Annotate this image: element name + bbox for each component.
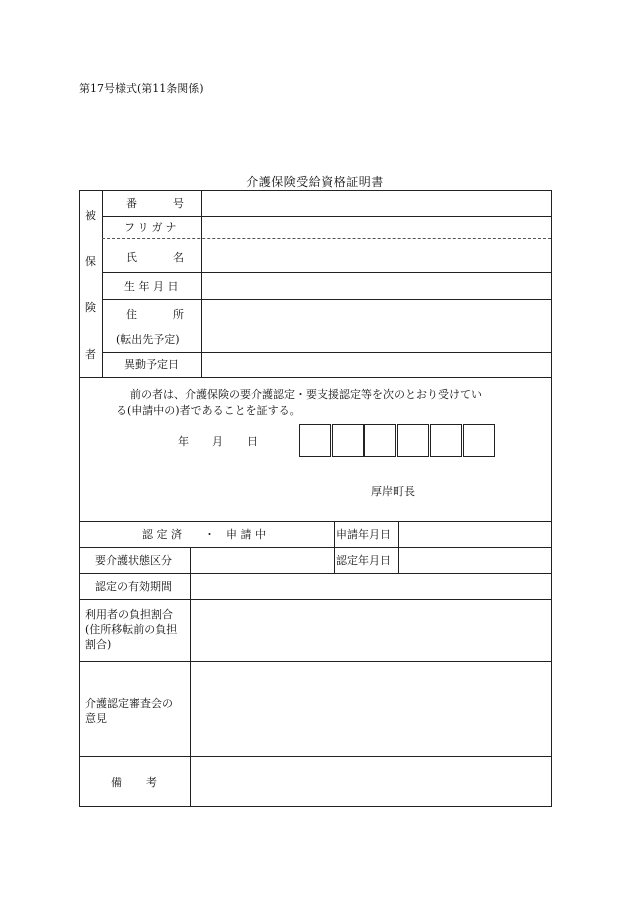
insured-side-char-4: 者 (85, 348, 96, 361)
address-label: 住 所 (126, 308, 184, 321)
burden-ratio-field[interactable] (191, 600, 550, 661)
date-digit-box[interactable] (463, 424, 495, 457)
name-field[interactable] (202, 239, 550, 272)
care-level-field[interactable] (191, 548, 333, 573)
date-digit-box[interactable] (364, 424, 396, 457)
number-label: 番 号 (126, 197, 184, 210)
date-day-label: 日 (247, 435, 258, 448)
validity-period-field[interactable] (191, 574, 550, 599)
certification-date-label: 認定年月日 (336, 554, 391, 567)
address-field[interactable] (202, 300, 550, 352)
review-board-opinion-label: 介護認定審査会の 意見 (85, 697, 173, 725)
furigana-label: フリガナ (124, 221, 180, 234)
transfer-date-field[interactable] (202, 353, 550, 377)
remarks-label: 備 考 (111, 776, 157, 789)
certification-date-field[interactable] (399, 548, 550, 573)
form-number-label: 第17号様式(第11条関係) (79, 82, 204, 95)
burden-ratio-label: 利用者の負担割合 (住所移転前の負担 割合) (85, 608, 178, 651)
name-label: 氏 名 (126, 251, 184, 264)
birth-date-label: 生 年 月 日 (124, 280, 179, 293)
mayor-signature-label: 厚岸町長 (371, 485, 415, 498)
document-title: 介護保険受給資格証明書 (246, 175, 384, 189)
validity-period-label: 認定の有効期間 (95, 580, 172, 593)
status-separator-dot: ・ (204, 528, 215, 541)
date-digit-box[interactable] (397, 424, 429, 457)
certification-statement (116, 387, 516, 419)
applying-option[interactable]: 申 請 中 (226, 528, 266, 541)
date-digit-box[interactable] (430, 424, 462, 457)
insured-side-char-2: 保 (85, 255, 96, 268)
transfer-date-label: 異動予定日 (124, 358, 179, 371)
insured-side-char-3: 険 (85, 301, 96, 314)
number-field[interactable] (202, 191, 550, 216)
date-digit-box[interactable] (299, 424, 331, 457)
remarks-field[interactable] (191, 757, 550, 806)
statement-line-1: 前の者は、介護保険の要介護認定・要支援認定等を次のとおり受けてい (130, 388, 482, 401)
review-board-opinion-field[interactable] (191, 662, 550, 756)
care-level-label: 要介護状態区分 (95, 554, 172, 567)
date-digit-box[interactable] (332, 424, 364, 457)
birth-date-field[interactable] (202, 273, 550, 299)
furigana-field[interactable] (202, 217, 550, 238)
address-sub-label: (転出先予定) (116, 333, 180, 346)
date-year-label: 年 (178, 435, 189, 448)
certified-option[interactable]: 認 定 済 (142, 528, 182, 541)
application-date-field[interactable] (399, 522, 550, 547)
insured-side-char-1: 被 (85, 209, 96, 222)
application-date-label: 申請年月日 (336, 528, 391, 541)
date-month-label: 月 (212, 435, 223, 448)
statement-line-2: る(申請中の)者であることを証する。 (116, 404, 301, 417)
